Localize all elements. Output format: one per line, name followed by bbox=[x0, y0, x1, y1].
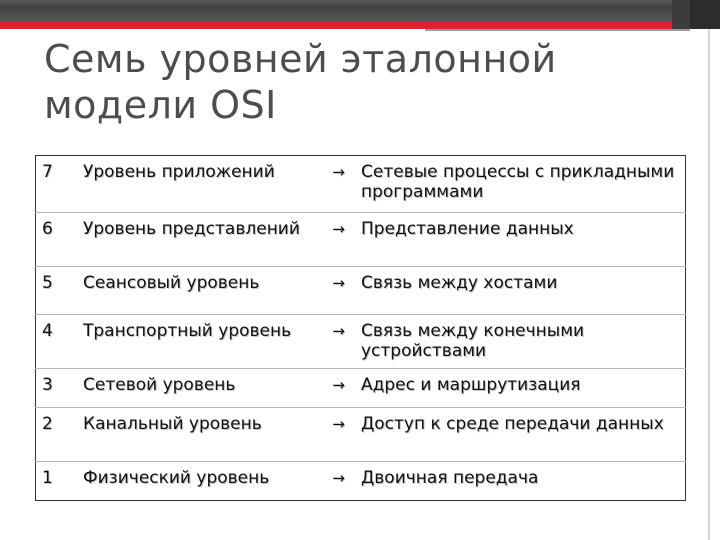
arrow-icon: → bbox=[332, 469, 345, 487]
layer-number: 6 bbox=[42, 219, 53, 239]
layer-description: Доступ к среде передачи данных bbox=[361, 414, 664, 434]
arrow-icon: → bbox=[332, 163, 345, 181]
table-row bbox=[36, 156, 686, 213]
layer-description: Связь между конечными устройствами bbox=[361, 321, 585, 361]
table-row bbox=[36, 369, 686, 408]
table-row bbox=[36, 462, 686, 501]
layer-name: Сетевой уровень bbox=[83, 375, 236, 395]
layer-number: 5 bbox=[42, 273, 53, 293]
arrow-icon: → bbox=[332, 220, 345, 238]
slide-title: Семь уровней эталонной модели OSI bbox=[44, 37, 557, 127]
table-row bbox=[36, 315, 686, 369]
arrow-icon: → bbox=[332, 376, 345, 394]
arrow-icon: → bbox=[332, 322, 345, 340]
layer-name: Транспортный уровень bbox=[83, 321, 292, 341]
table-row bbox=[36, 267, 686, 315]
table-row bbox=[36, 213, 686, 267]
layer-number: 7 bbox=[42, 162, 53, 182]
header-corner-block-inner bbox=[672, 0, 690, 29]
header-dark-bar bbox=[0, 0, 720, 22]
layer-number: 4 bbox=[42, 321, 53, 341]
arrow-icon: → bbox=[332, 274, 345, 292]
osi-layers-table bbox=[35, 155, 686, 501]
layer-name: Уровень приложений bbox=[83, 162, 275, 182]
header-thin-line bbox=[425, 29, 690, 31]
layer-number: 3 bbox=[42, 375, 53, 395]
layer-description: Двоичная передача bbox=[361, 468, 539, 488]
layer-description: Адрес и маршрутизация bbox=[361, 375, 581, 395]
layer-name: Физический уровень bbox=[83, 468, 270, 488]
layer-description: Представление данных bbox=[361, 219, 574, 239]
layer-name: Уровень представлений bbox=[83, 219, 300, 239]
layer-name: Канальный уровень bbox=[83, 414, 262, 434]
layer-number: 2 bbox=[42, 414, 53, 434]
table-row bbox=[36, 408, 686, 462]
right-edge-line bbox=[708, 29, 710, 540]
layer-name: Сеансовый уровень bbox=[83, 273, 260, 293]
arrow-icon: → bbox=[332, 415, 345, 433]
layer-number: 1 bbox=[42, 468, 53, 488]
layer-description: Связь между хостами bbox=[361, 273, 558, 293]
header-corner-block bbox=[690, 0, 720, 29]
layer-description: Сетевые процессы с прикладными программами bbox=[361, 162, 675, 202]
header-red-stripe bbox=[0, 22, 720, 29]
